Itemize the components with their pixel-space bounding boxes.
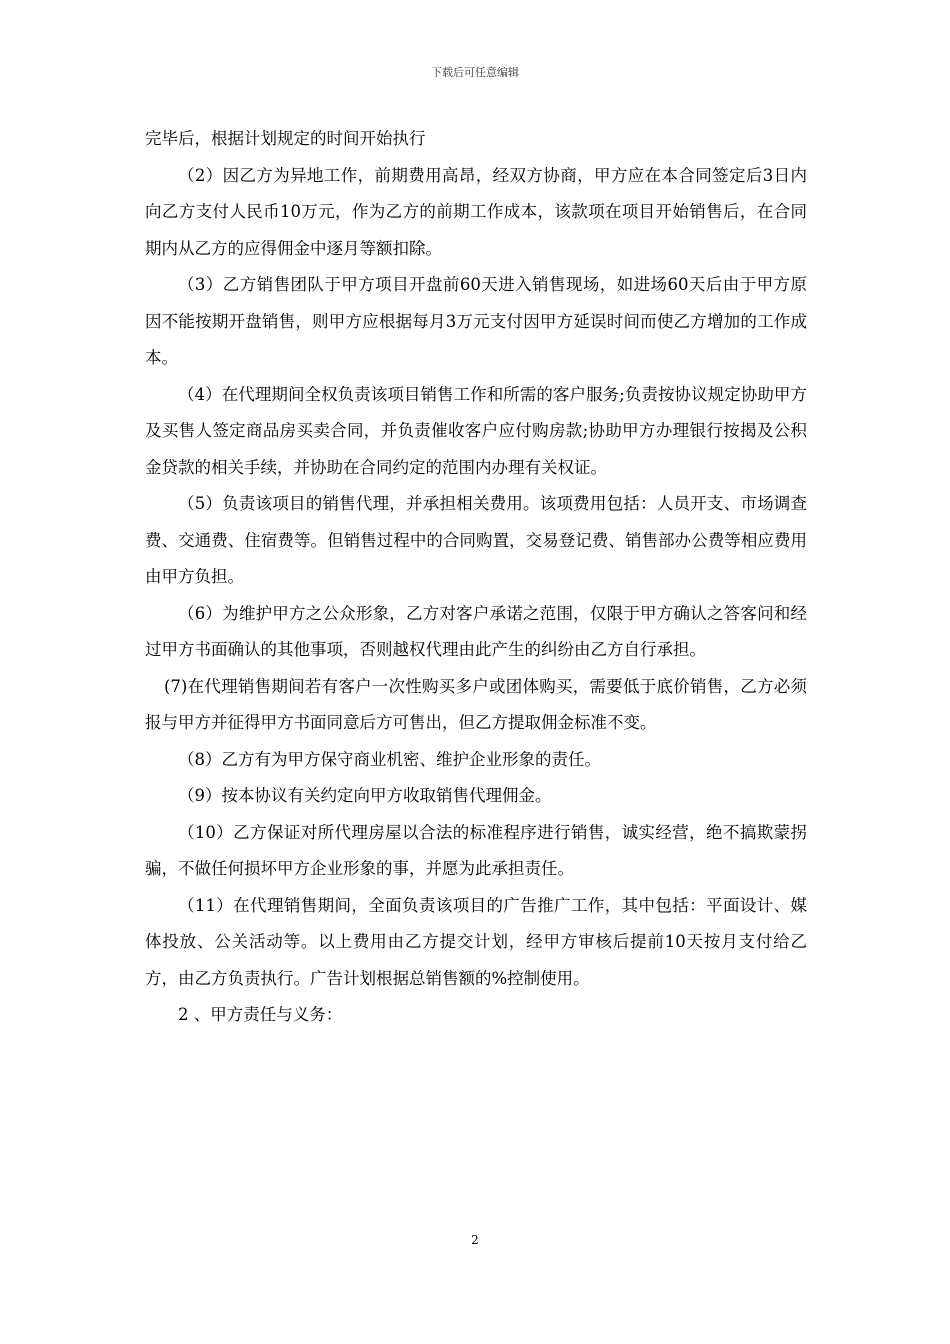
paragraph-item-11: （11）在代理销售期间，全面负责该项目的广告推广工作，其中包括：平面设计、媒体投放、公关活动等。以上费用由乙方提交计划，经甲方审核后提前10天按月支付给乙方，由乙方负责执行。广告计划根据总销售额的%控制使用。 [145, 895, 807, 988]
paragraph-continuation: 完毕后，根据计划规定的时间开始执行 [145, 129, 426, 148]
page-number: 2 [471, 1233, 479, 1247]
paragraph-item-9: （9）按本协议有关约定向甲方收取销售代理佣金。 [178, 786, 552, 805]
document-body [145, 121, 807, 1034]
paragraph-item-7: (7)在代理销售期间若有客户一次性购买多户或团体购买，需要低于底价销售，乙方必须报与甲方并征得甲方书面同意后方可售出，但乙方提取佣金标准不变。 [145, 676, 807, 732]
paragraph-item-2: （2）因乙方为异地工作，前期费用高昂，经双方协商，甲方应在本合同签定后3日内向乙方支付人民币10万元，作为乙方的前期工作成本，该款项在项目开始销售后，在合同期内从乙方的应得佣金中逐月等额扣除。 [145, 165, 807, 258]
paragraph-item-3: （3）乙方销售团队于甲方项目开盘前60天进入销售现场，如进场60天后由于甲方原因不能按期开盘销售，则甲方应根据每月3万元支付因甲方延误时间而使乙方增加的工作成本。 [145, 275, 807, 367]
paragraph-item-6: （6）为维护甲方之公众形象，乙方对客户承诺之范围，仅限于甲方确认之答客问和经过甲方书面确认的其他事项，否则越权代理由此产生的纠纷由乙方自行承担。 [145, 603, 807, 659]
paragraph-item-10: （10）乙方保证对所代理房屋以合法的标准程序进行销售，诚实经营，绝不搞欺蒙拐骗，不做任何损坏甲方企业形象的事，并愿为此承担责任。 [145, 822, 807, 878]
section-heading-party-a-duties: 2 、甲方责任与义务： [178, 1005, 343, 1024]
paragraph-item-4: （4）在代理期间全权负责该项目销售工作和所需的客户服务;负责按协议规定协助甲方及买售人签定商品房买卖合同，并负责催收客户应付购房款;协助甲方办理银行按揭及公积金贷款的相关手续，并协助在合同约定的范围内办理有关权证。 [145, 384, 807, 477]
page-header: 下载后可任意编辑 [431, 66, 519, 79]
paragraph-item-8: （8）乙方有为甲方保守商业机密、维护企业形象的责任。 [178, 749, 601, 769]
paragraph-item-5: （5）负责该项目的销售代理，并承担相关费用。该项费用包括：人员开支、市场调查费、交通费、住宿费等。但销售过程中的合同购置，交易登记费、销售部办公费等相应费用由甲方负担。 [145, 494, 807, 586]
